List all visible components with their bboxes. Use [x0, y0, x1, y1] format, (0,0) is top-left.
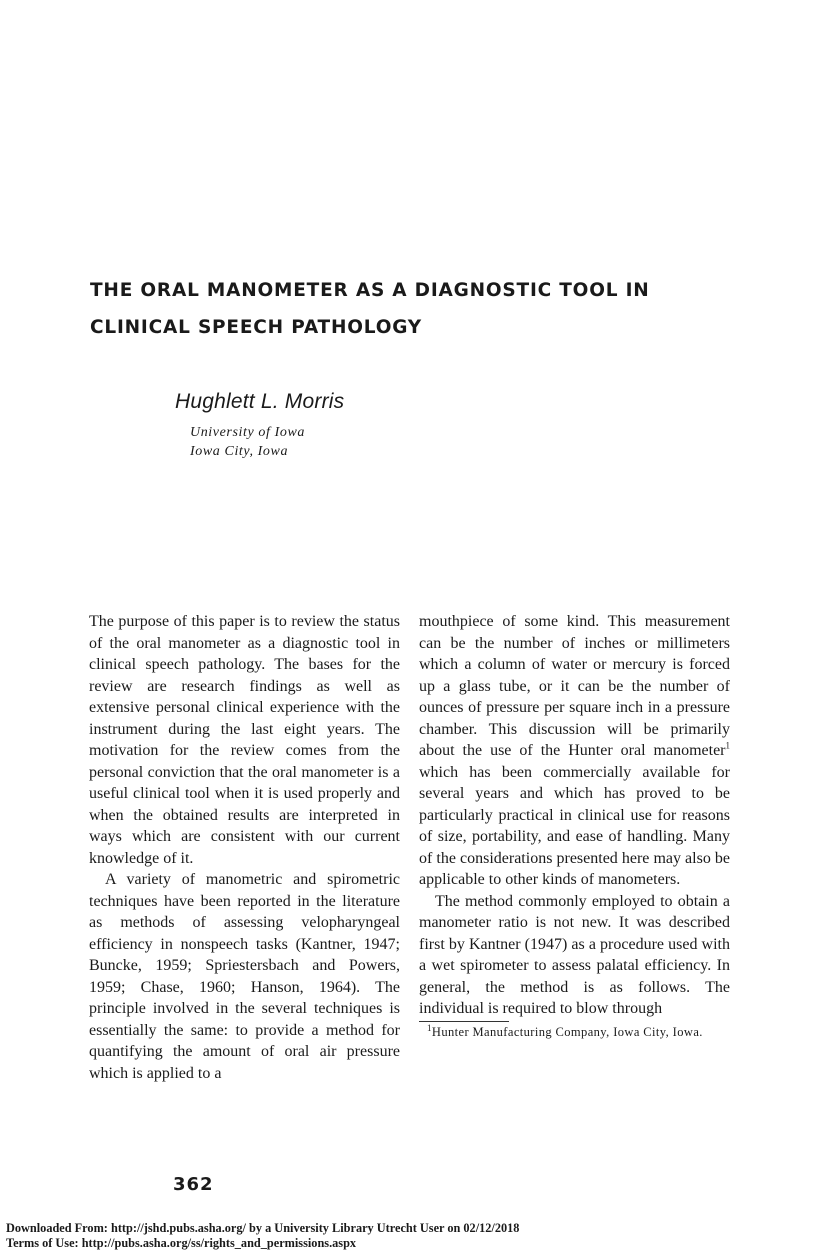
- footnote-mark: 1: [427, 1022, 432, 1033]
- body-paragraph-3-part-b: which has been commercially available for several years and which has proved to be particularly practical in clinical use for reasons of size, portability, and ease of handling. Many of the considerations presented here may also be applicable to other kinds of manometers.: [419, 763, 730, 888]
- affiliation-institution: University of Iowa: [190, 425, 306, 440]
- download-source-line: Downloaded From: http://jshd.pubs.asha.org/ by a University Library Utrecht User on 02/12/2018: [6, 1221, 520, 1235]
- body-paragraph-2: A variety of manometric and spirometric techniques have been reported in the literature as methods of assessing velopharyngeal efficiency in nonspeech tasks (Kantner, 1947; Buncke, 1959; Spriestersbach and Powers, 1959; Chase, 1960; Hanson, 1964). The principle involved in the several techniques is essentially the same: to provide a method for quantifying the amount of oral air pressure which is applied to a: [89, 871, 400, 1082]
- article-title-line-2: CLINICAL SPEECH PATHOLOGY: [90, 317, 422, 338]
- page-number: 362: [173, 1174, 214, 1195]
- body-paragraph-4: The method commonly employed to obtain a manometer ratio is not new. It was described first by Kantner (1947) as a procedure used with a wet spirometer to assess palatal efficiency. In general, the method is as follows. The individual is required to blow through: [419, 892, 730, 1017]
- footnote-divider: [419, 1021, 509, 1022]
- footnote-text: Hunter Manufacturing Company, Iowa City, Iowa.: [431, 1024, 703, 1039]
- footnote: [419, 1024, 730, 1040]
- body-paragraph-1: The purpose of this paper is to review the status of the oral manometer as a diagnostic tool in clinical speech pathology. The bases for the review are research findings as well as extensive personal clinical experience with the instrument during the last eight years. The motivation for the review comes from the personal conviction that the oral manometer is a useful clinical tool when it is used properly and when the obtained results are interpreted in ways which are consistent with our current knowledge of it.: [89, 613, 400, 867]
- author-affiliation: [190, 423, 305, 461]
- body-paragraph-3-part-a: mouthpiece of some kind. This measurement can be the number of inches or millimeters which a column of water or mercury is forced up a glass tube, or it can be the number of ounces of pressure per square inch in a pressure chamber. This discussion will be primarily about the use of the Hunter oral manometer: [419, 613, 730, 759]
- download-notice: [6, 1221, 519, 1250]
- body-column-right: [419, 611, 730, 1040]
- affiliation-location: Iowa City, Iowa: [190, 444, 289, 459]
- body-paragraph-3: [419, 611, 730, 891]
- body-column-left: [89, 611, 400, 1084]
- article-title: [90, 272, 790, 346]
- footnote-reference: 1: [725, 740, 730, 751]
- terms-of-use-line: Terms of Use: http://pubs.asha.org/ss/rights_and_permissions.aspx: [6, 1235, 357, 1250]
- article-title-line-1: THE ORAL MANOMETER AS A DIAGNOSTIC TOOL IN: [90, 280, 650, 301]
- author-name: Hughlett L. Morris: [175, 390, 345, 413]
